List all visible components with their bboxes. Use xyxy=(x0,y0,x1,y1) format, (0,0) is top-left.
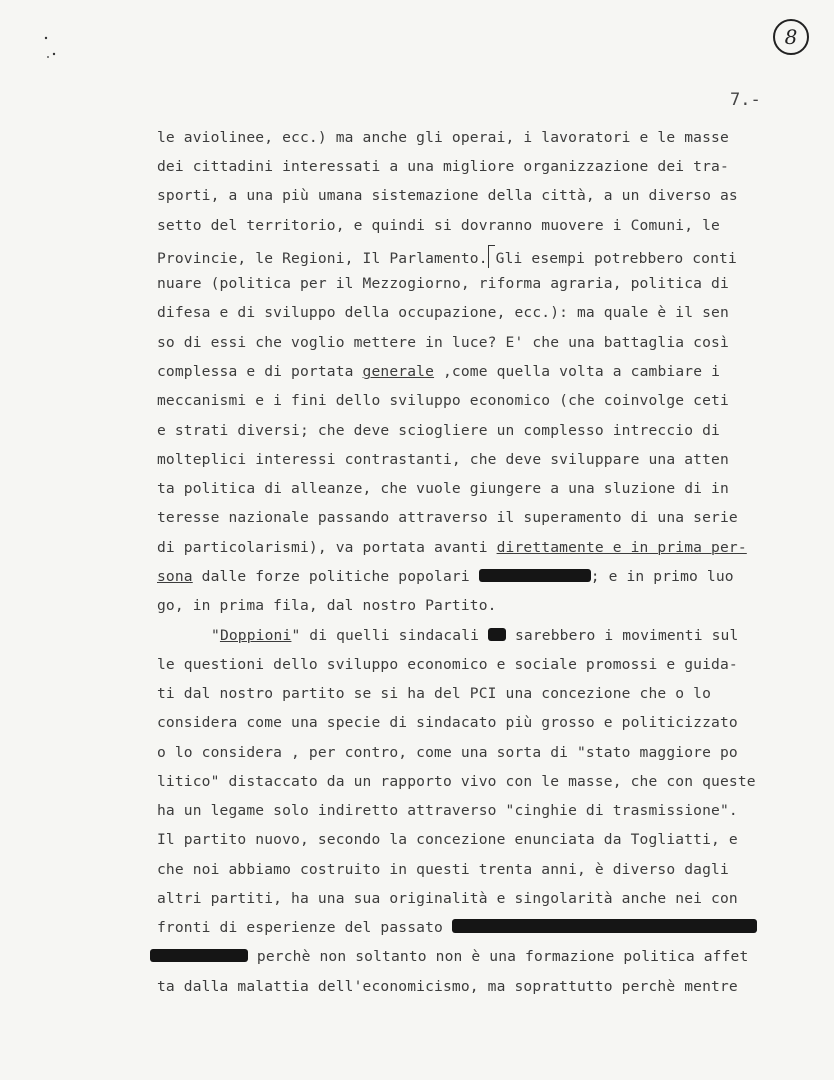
text-line: meccanismi e i fini dello sviluppo economico (che coinvolge ceti xyxy=(157,392,729,409)
text-line: litico" distaccato da un rapporto vivo con le masse, che con queste xyxy=(157,773,756,790)
text-line xyxy=(157,538,747,558)
text-segment: di particolarismi), va portata avanti xyxy=(157,539,497,556)
text-line xyxy=(211,626,738,646)
text-segment: complessa e di portata xyxy=(157,363,363,380)
page-stamp: 8 xyxy=(773,19,809,55)
redaction-mark xyxy=(150,949,248,962)
underlined-text: sona xyxy=(157,568,193,585)
text-segment: " di quelli sindacali xyxy=(291,627,489,644)
text-line: nuare (politica per il Mezzogiorno, riforma agraria, politica di xyxy=(157,275,729,292)
text-line: ta politica di alleanze, che vuole giungere a una sluzione di in xyxy=(157,480,729,497)
text-line: so di essi che voglio mettere in luce? E' che una battaglia così xyxy=(157,334,729,351)
text-line: altri partiti, ha una sua originalità e singolarità anche nei con xyxy=(157,890,738,907)
text-line: considera come una specie di sindacato più grosso e politicizzato xyxy=(157,714,738,731)
underlined-text: direttamente e in prima per- xyxy=(496,539,747,556)
text-line xyxy=(157,362,720,382)
text-segment: dalle forze politiche popolari xyxy=(192,568,479,585)
text-line: Il partito nuovo, secondo la concezione enunciata da Togliatti, e xyxy=(157,831,738,848)
redaction-mark xyxy=(452,919,757,933)
text-line: che noi abbiamo costruito in questi trenta anni, è diverso dagli xyxy=(157,861,729,878)
text-segment: " xyxy=(211,627,220,644)
handwritten-bracket xyxy=(488,245,495,268)
text-segment: Gli esempi potrebbero conti xyxy=(495,250,737,267)
text-line: molteplici interessi contrastanti, che deve sviluppare una atten xyxy=(157,451,729,468)
text-line: le aviolinee, ecc.) ma anche gli operai, i lavoratori e le masse xyxy=(157,129,729,146)
redaction-mark xyxy=(488,628,506,641)
text-line: go, in prima fila, dal nostro Partito. xyxy=(157,597,497,614)
text-line: ta dalla malattia dell'economicismo, ma soprattutto perchè mentre xyxy=(157,978,738,995)
text-line: o lo considera , per contro, come una sorta di "stato maggiore po xyxy=(157,744,738,761)
text-line: e strati diversi; che deve sciogliere un complesso intreccio di xyxy=(157,422,720,439)
text-segment: fronti di esperienze del passato xyxy=(157,919,452,936)
ink-specks xyxy=(40,30,70,70)
text-line xyxy=(150,947,748,967)
text-line: setto del territorio, e quindi si dovranno muovere i Comuni, le xyxy=(157,217,720,234)
text-line: le questioni dello sviluppo economico e sociale promossi e guida- xyxy=(157,656,738,673)
text-line: teresse nazionale passando attraverso il superamento di una serie xyxy=(157,509,738,526)
text-line xyxy=(157,918,757,938)
text-segment: ,come quella volta a cambiare i xyxy=(434,363,721,380)
underlined-text: generale xyxy=(362,363,435,380)
text-segment: perchè non soltanto non è una formazione politica affet xyxy=(248,948,749,965)
text-line: ti dal nostro partito se si ha del PCI una concezione che o lo xyxy=(157,685,712,702)
text-line: sporti, a una più umana sistemazione della città, a un diverso as xyxy=(157,187,738,204)
underlined-text: Doppioni xyxy=(219,627,292,644)
redaction-mark xyxy=(479,569,591,582)
page-number: 7.- xyxy=(730,90,761,110)
text-segment: Provincie, le Regioni, Il Parlamento. xyxy=(157,250,488,267)
text-line: ha un legame solo indiretto attraverso "cinghie di trasmissione". xyxy=(157,802,738,819)
text-line: dei cittadini interessati a una migliore organizzazione dei tra- xyxy=(157,158,729,175)
text-segment: ; e in primo luo xyxy=(590,568,734,585)
text-line xyxy=(157,245,737,269)
text-line xyxy=(157,567,734,587)
text-segment: sarebbero i movimenti sul xyxy=(506,627,739,644)
text-line: difesa e di sviluppo della occupazione, ecc.): ma quale è il sen xyxy=(157,304,729,321)
